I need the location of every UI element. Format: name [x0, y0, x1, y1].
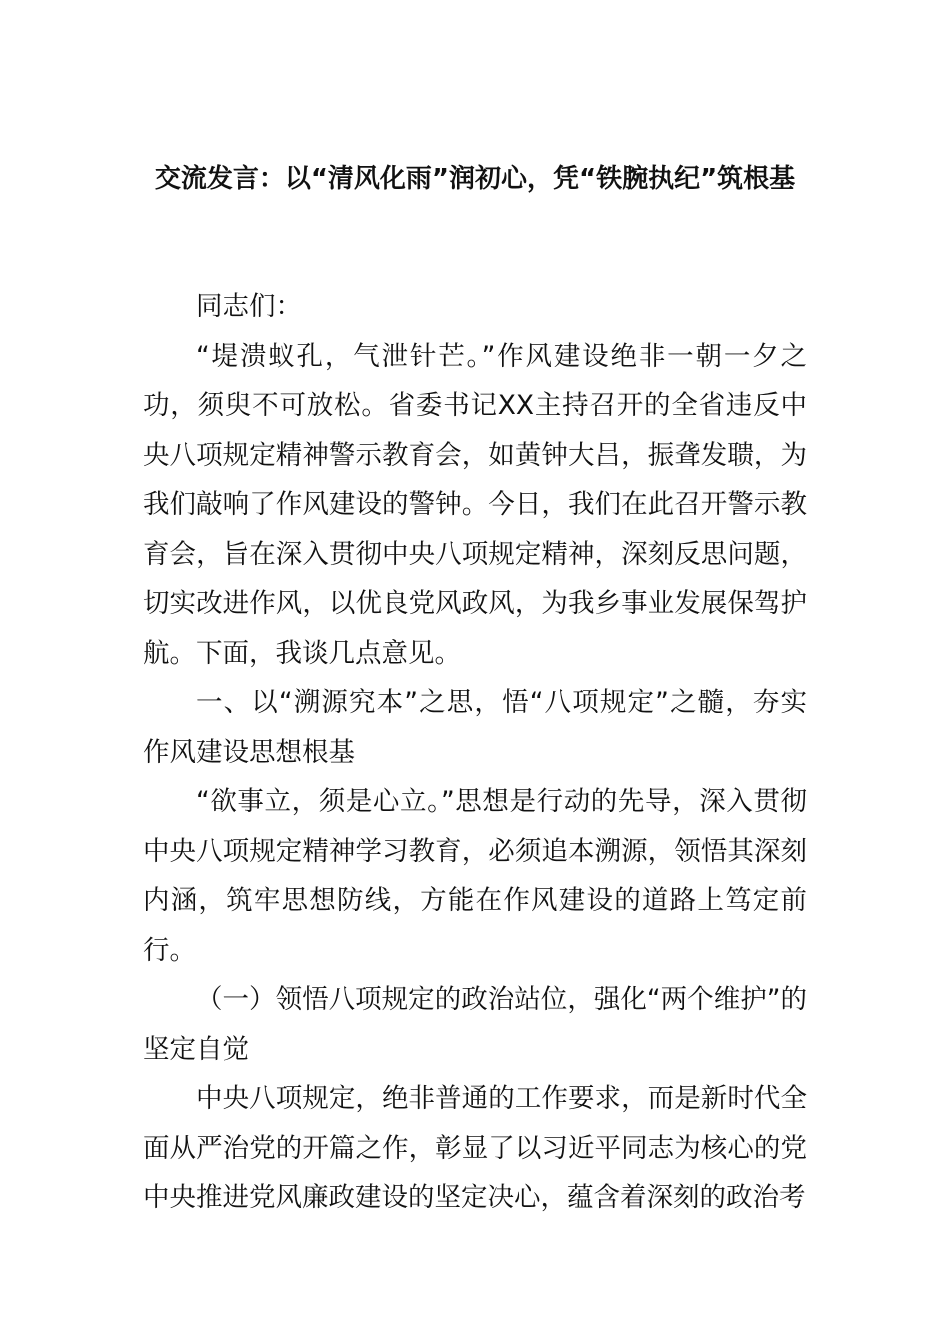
- subsection-heading-1: （一）领悟八项规定的政治站位，强化“两个维护”的坚定自觉: [143, 984, 807, 1065]
- greeting-paragraph: 同志们：: [196, 291, 302, 322]
- section-1-paragraph: “欲事立，须是心立。”思想是行动的先导，深入贯彻中央八项规定精神学习教育，必须追本溯源，领悟其深刻内涵，筑牢思想防线，方能在作风建设的道路上笃定前行。: [143, 786, 807, 966]
- document-title: 交流发言：以“清风化雨”润初心，凭“铁腕执纪”筑根基: [154, 164, 796, 194]
- section-heading-1: 一、以“溯源究本”之思，悟“八项规定”之髓，夯实作风建设思想根基: [143, 687, 807, 768]
- subsection-1-paragraph: 中央八项规定，绝非普通的工作要求，而是新时代全面从严治党的开篇之作，彰显了以习近平同志为核心的党中央推进党风廉政建设的坚定决心，蕴含着深刻的政治考: [143, 1083, 807, 1213]
- intro-paragraph: “堤溃蚁孔，气泄针芒。”作风建设绝非一朝一夕之功，须臾不可放松。省委书记XX主持召开的全省违反中央八项规定精神警示教育会，如黄钟大吕，振聋发聩，为我们敲响了作风建设的警钟。今日，我们在此召开警示教育会，旨在深入贯彻中央八项规定精神，深刻反思问题，切实改进作风，以优良党风政风，为我乡事业发展保驾护航。下面，我谈几点意见。: [143, 340, 807, 669]
- document-body: [143, 282, 807, 1223]
